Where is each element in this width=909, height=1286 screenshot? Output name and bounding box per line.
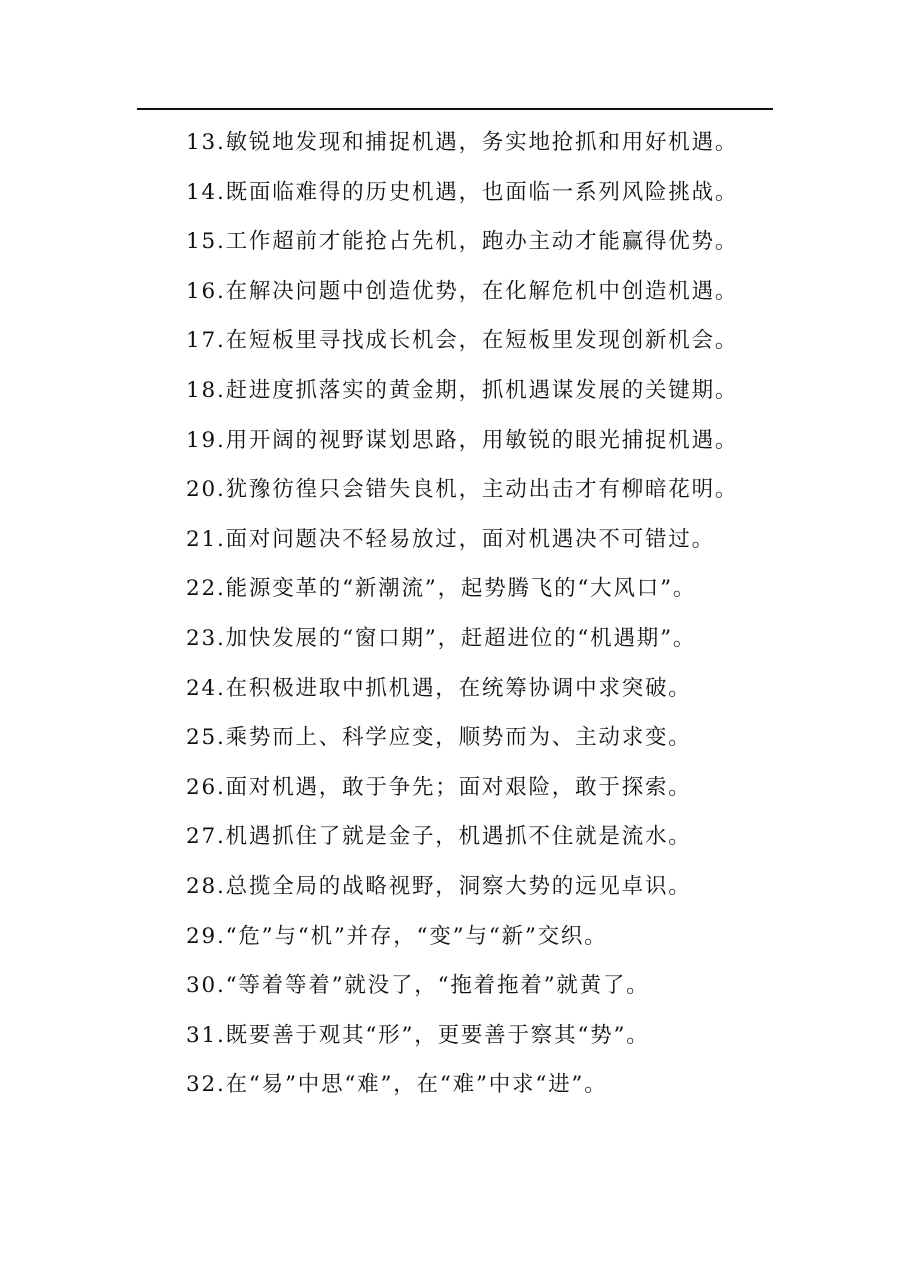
list-item: 15.工作超前才能抢占先机，跑办主动才能赢得优势。 — [186, 229, 739, 255]
list-item: 20.犹豫彷徨只会错失良机，主动出击才有柳暗花明。 — [186, 477, 739, 503]
header-rule — [137, 108, 773, 110]
list-item: 29.“危”与“机”并存，“变”与“新”交织。 — [186, 923, 608, 949]
list-item: 16.在解决问题中创造优势，在化解危机中创造机遇。 — [186, 278, 739, 304]
list-item: 26.面对机遇，敢于争先；面对艰险，敢于探索。 — [186, 774, 692, 800]
list-item: 14.既面临难得的历史机遇，也面临一系列风险挑战。 — [186, 179, 739, 205]
list-item: 24.在积极进取中抓机遇，在统筹协调中求突破。 — [186, 675, 692, 701]
list-item: 18.赶进度抓落实的黄金期，抓机遇谋发展的关键期。 — [186, 377, 739, 403]
list-item: 32.在“易”中思“难”，在“难”中求“进”。 — [186, 1072, 608, 1098]
list-item: 25.乘势而上、科学应变，顺势而为、主动求变。 — [186, 725, 692, 751]
list-item: 31.既要善于观其“形”，更要善于察其“势”。 — [186, 1022, 650, 1048]
list-item: 30.“等着等着”就没了，“拖着拖着”就黄了。 — [186, 973, 650, 999]
list-item: 13.敏锐地发现和捕捉机遇，务实地抢抓和用好机遇。 — [186, 130, 739, 155]
numbered-phrase-list — [186, 123, 786, 1115]
list-item: 22.能源变革的“新潮流”，起势腾飞的“大风口”。 — [186, 576, 697, 602]
list-item: 17.在短板里寻找成长机会，在短板里发现创新机会。 — [186, 328, 739, 354]
list-item: 23.加快发展的“窗口期”，赶超进位的“机遇期”。 — [186, 625, 697, 651]
list-item: 27.机遇抓住了就是金子，机遇抓不住就是流水。 — [186, 824, 692, 850]
list-item: 21.面对问题决不轻易放过，面对机遇决不可错过。 — [186, 526, 715, 552]
list-item: 19.用开阔的视野谋划思路，用敏锐的眼光捕捉机遇。 — [186, 427, 739, 453]
list-item: 28.总揽全局的战略视野，洞察大势的远见卓识。 — [186, 873, 692, 899]
